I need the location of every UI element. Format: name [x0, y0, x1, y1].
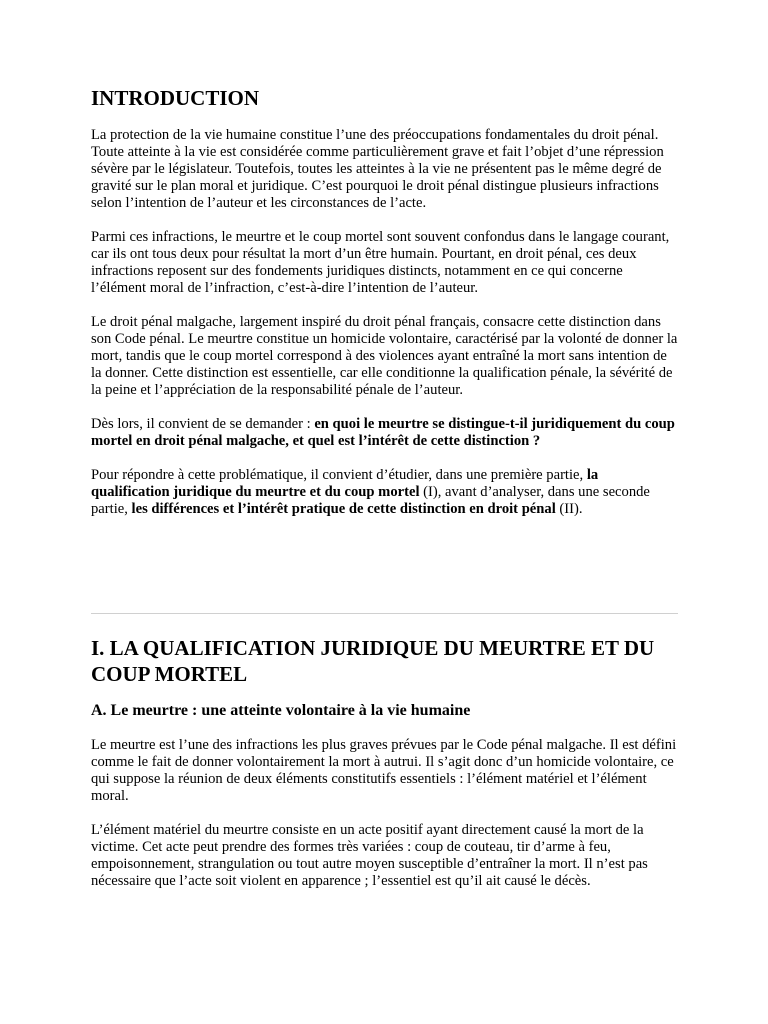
- plan-middle: (I), avant d’analyser, dans une seconde partie,: [91, 484, 650, 517]
- introduction-heading: INTRODUCTION: [91, 86, 260, 110]
- meurtre-paragraph-1: Le meurtre est l’une des infractions les plus graves prévues par le Code pénal malgache. Il est défini comme le fait de donner volontairement la mort à autrui. Il s’agit donc d’un homicide volontaire, ce qui suppose la réunion de deux éléments constitutifs essentiels : l’élément matériel et l’élément moral.: [91, 737, 677, 804]
- subsection-a-heading: A. Le meurtre : une atteinte volontaire à la vie humaine: [91, 702, 471, 719]
- problematique-question: en quoi le meurtre se distingue-t-il juridiquement du coup mortel en droit pénal malgache, et quel est l’intérêt de cette distinction ?: [91, 416, 675, 449]
- plan-part-one: la qualification juridique du meurtre et du coup mortel: [91, 467, 599, 500]
- plan-lead: Pour répondre à cette problématique, il convient d’étudier, dans une première partie,: [91, 467, 587, 483]
- problematique-paragraph: [91, 416, 678, 450]
- plan-end: (II).: [555, 501, 583, 517]
- plan-paragraph: [91, 467, 678, 518]
- section-divider: [91, 613, 678, 614]
- page-spacer: [91, 535, 678, 613]
- problematique-lead: Dès lors, il convient de se demander :: [91, 416, 315, 432]
- plan-part-two: les différences et l’intérêt pratique de cette distinction en droit pénal: [131, 501, 556, 517]
- meurtre-paragraph-2: L’élément matériel du meurtre consiste en un acte positif ayant directement causé la mort de la victime. Cet acte peut prendre des formes très variées : coup de couteau, tir d’arme à feu, empoisonnement, strangulation ou tout autre moyen susceptible d’entraîner la mort. Il n’est pas nécessaire que l’acte soit violent en apparence ; l’essentiel est qu’il ait causé le décès.: [91, 822, 648, 889]
- intro-paragraph-1: La protection de la vie humaine constitue l’une des préoccupations fondamentales du droit pénal. Toute atteinte à la vie est considérée comme particulièrement grave et fait l’objet d’une répression sévère par le législateur. Toutefois, toutes les atteintes à la vie ne présentent pas le même degré de gravité sur le plan moral et juridique. C’est pourquoi le droit pénal distingue plusieurs infractions selon l’intention de l’auteur et les circonstances de l’acte.: [91, 127, 664, 211]
- intro-paragraph-2: Parmi ces infractions, le meurtre et le coup mortel sont souvent confondus dans le langage courant, car ils ont tous deux pour résultat la mort d’un être humain. Pourtant, en droit pénal, ces deux infractions reposent sur des fondements juridiques distincts, notamment en ce qui concerne l’élément moral de l’infraction, c’est-à-dire l’intention de l’auteur.: [91, 229, 670, 296]
- intro-paragraph-3: Le droit pénal malgache, largement inspiré du droit pénal français, consacre cette distinction dans son Code pénal. Le meurtre constitue un homicide volontaire, caractérisé par la volonté de donner la mort, tandis que le coup mortel correspond à des violences ayant entraîné la mort sans intention de la donner. Cette distinction est essentielle, car elle conditionne la qualification pénale, la sévérité de la peine et l’appréciation de la responsabilité pénale de l’auteur.: [91, 314, 678, 398]
- section-one-heading: I. LA QUALIFICATION JURIDIQUE DU MEURTRE ET DU COUP MORTEL: [91, 636, 655, 686]
